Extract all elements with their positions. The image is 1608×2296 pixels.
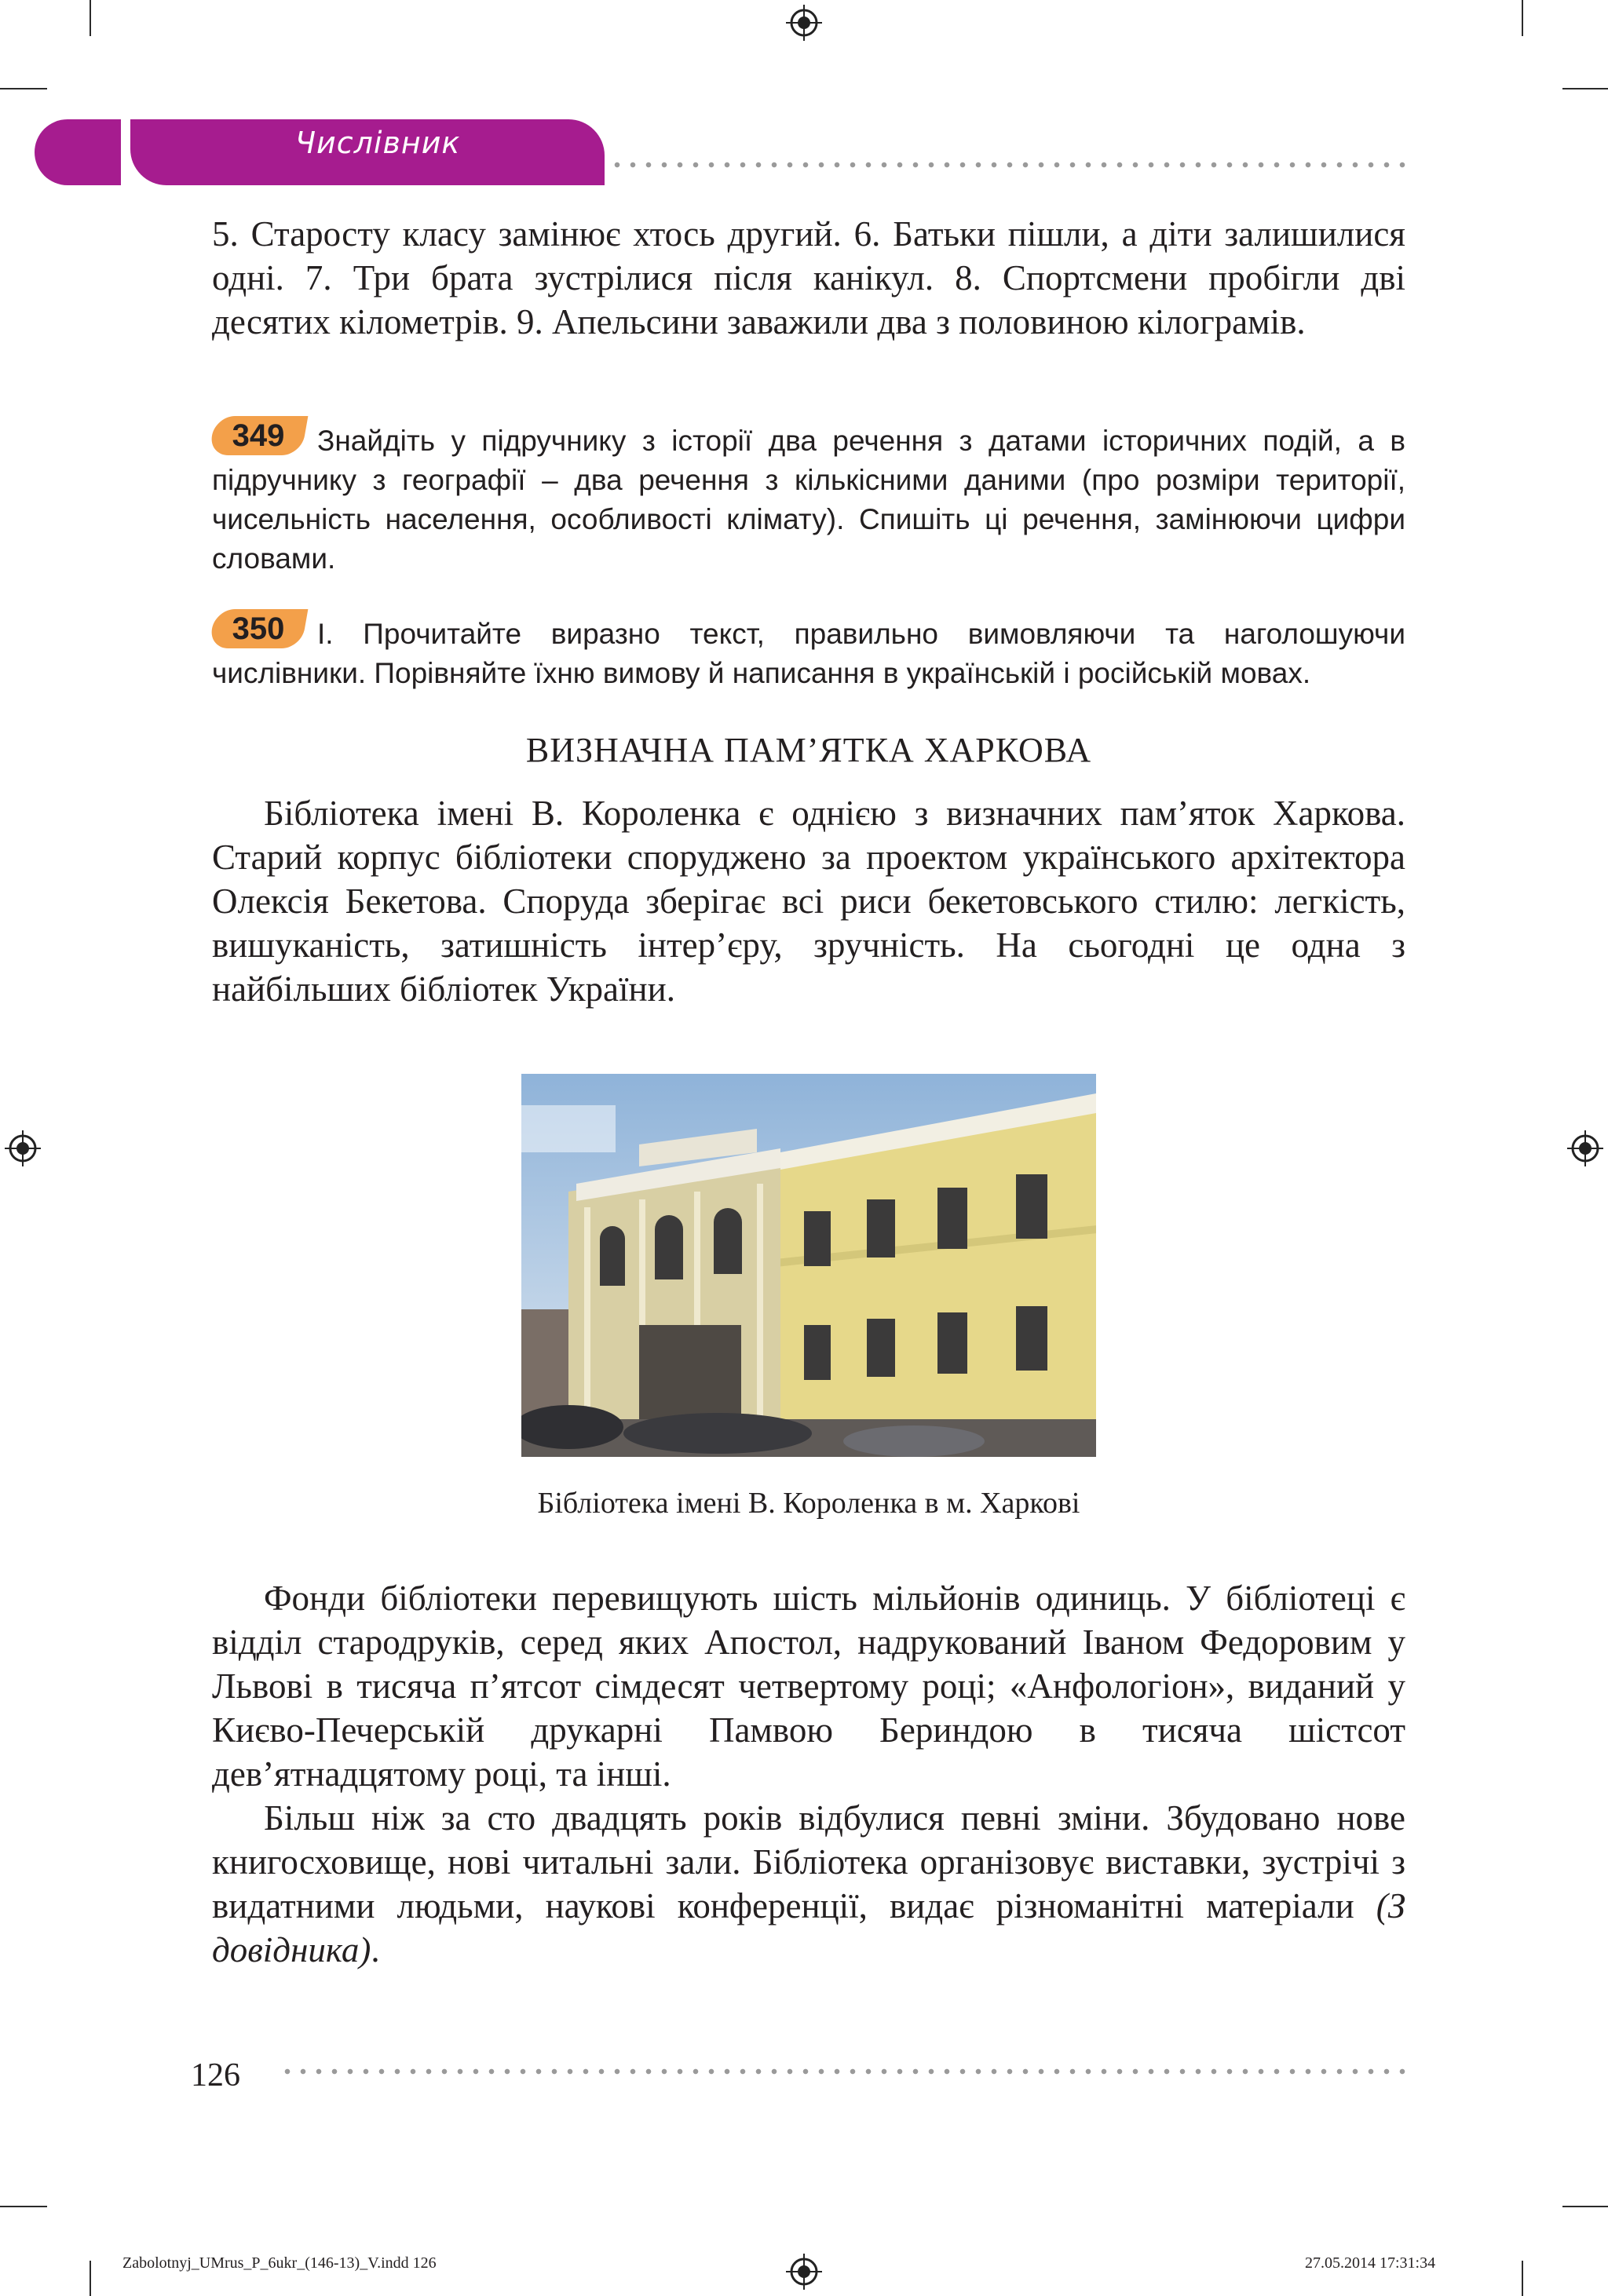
paragraph-changes: Більш ніж за сто двадцять років відбулися певні зміни. Збудовано нове книгосховище, нові читальні зали. Бібліотека організовує виставки, зустрічі з видатними людьми, наукові конференції, видає різноманітні матеріали (З довідника). <box>212 1798 1405 1969</box>
task-349 <box>212 416 1405 579</box>
section-title: Числівник <box>295 126 461 160</box>
registration-mark-icon <box>786 2254 822 2290</box>
task-number-badge <box>212 609 305 648</box>
text-heading: ВИЗНАЧНА ПАМ’ЯТКА ХАРКОВА <box>525 731 1092 769</box>
header-dotted-rule <box>609 162 1407 168</box>
print-file-name: Zabolotnyj_UMrus_P_6ukr_(146-13)_V.indd 126 <box>122 2254 437 2272</box>
paragraph-changes-text: Більш ніж за сто двадцять років відбулися певні зміни. Збудовано нове книгосховище, нові читальні зали. Бібліотека організовує виставки, зустрічі з видатними людьми, наукові конференції, видає різноманітні матеріали <box>212 1798 1405 1926</box>
photo-caption: Бібліотека імені В. Короленка в м. Харкові <box>537 1487 1080 1520</box>
text-intro <box>212 791 1405 1011</box>
task-number: 349 <box>232 418 285 453</box>
task-350 <box>212 609 1405 693</box>
crop-mark <box>0 88 47 89</box>
crop-mark <box>90 0 91 36</box>
task-number: 350 <box>232 611 285 646</box>
page-number: 126 <box>191 2057 240 2093</box>
crop-mark <box>1562 88 1608 89</box>
task-text: Знайдіть у підручнику з історії два речення з датами історичних подій, а в підручнику з географії – два речення з кількісними даними (про розміри території, чисельність населення, особливості клімату). Спишіть ці речення, замінюючи цифри словами. <box>212 425 1405 575</box>
print-date-time: 27.05.2014 17:31:34 <box>1305 2254 1436 2272</box>
crop-mark <box>1522 0 1523 36</box>
crop-mark <box>90 2261 91 2296</box>
crop-mark <box>0 2206 47 2207</box>
registration-mark-icon <box>1567 1130 1603 1166</box>
exercise-sentences <box>212 212 1405 344</box>
task-number-badge <box>212 416 305 455</box>
library-photo <box>521 1074 1096 1457</box>
crop-mark <box>1522 2261 1523 2296</box>
footer-dotted-rule <box>280 2068 1407 2075</box>
source-note: (З довідника) <box>212 1886 1405 1969</box>
header-accent-bar <box>35 119 121 185</box>
registration-mark-icon <box>786 5 822 41</box>
crop-mark <box>1562 2206 1608 2207</box>
paragraph-intro: Бібліотека імені В. Короленка є однією з визначних пам’яток Харкова. Старий корпус бібліотеки споруджено за проектом українського архітектора Олексія Бекетова. Споруда зберігає всі риси бекетовського стилю: легкість, вишуканість, затишність інтер’єру, зручність. На сьогодні це одна з найбільших бібліотек України. <box>212 794 1405 1009</box>
text-continuation <box>212 1576 1405 1972</box>
task-text: I. Прочитайте виразно текст, правильно вимовляючи та наголошуючи числівники. Порівняйте їхню вимову й написання в українській і російській мовах. <box>212 618 1405 689</box>
registration-mark-icon <box>5 1130 41 1166</box>
paragraph-top: 5. Старосту класу замінює хтось другий. 6. Батьки пішли, а діти залишилися одні. 7. Три брата зустрілися після канікул. 8. Спортсмени пробігли дві десятих кілометрів. 9. Апельсини заважили два з половиною кілограмів. <box>212 214 1405 341</box>
paragraph-funds: Фонди бібліотеки перевищують шість мільйонів одиниць. У бібліотеці є відділ стародруків, серед яких Апостол, надрукований Іваном Федоровим у Львові в тисяча п’ятсот сімдесят четвертому році; «Анфологіон», виданий у Києво-Печерській друкарні Памвою Бериндою в тисяча шістсот дев’ятнадцятому році, та інші. <box>212 1579 1405 1794</box>
